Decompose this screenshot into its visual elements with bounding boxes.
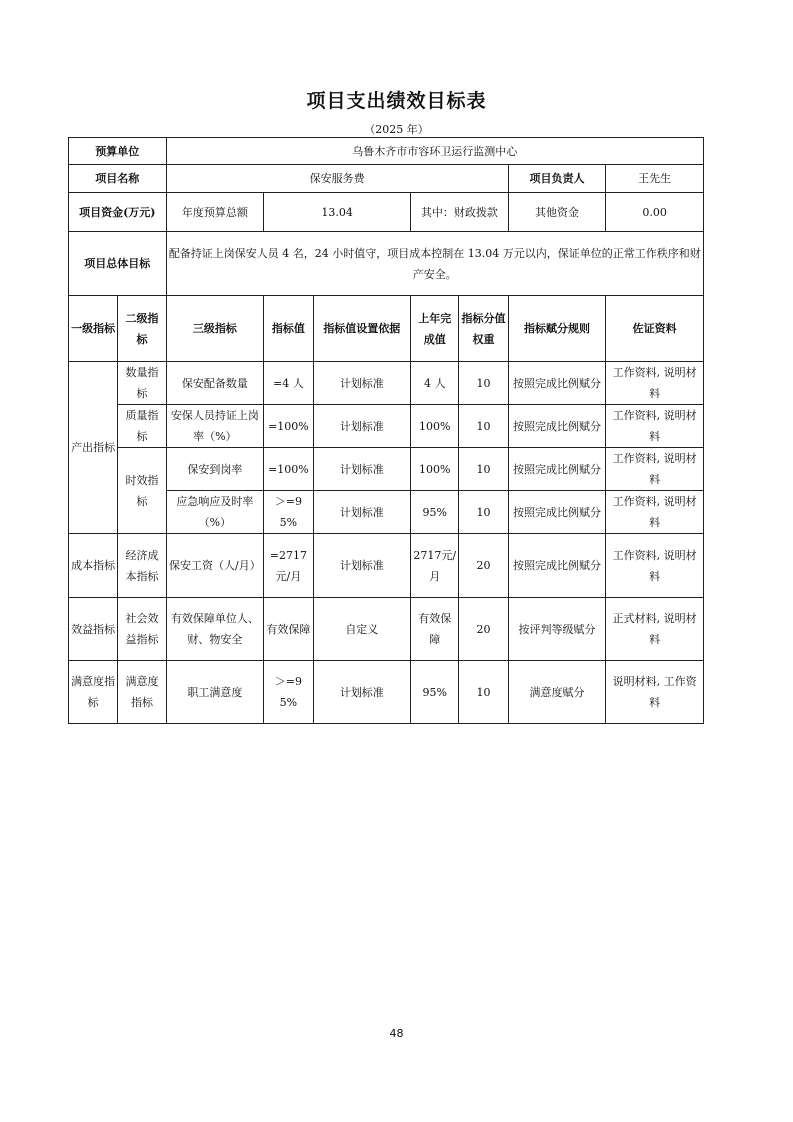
table-row bbox=[69, 448, 704, 491]
cell-value: =4 人 bbox=[264, 362, 313, 405]
table-row bbox=[69, 661, 704, 724]
cell-proof: 说明材料, 工作资料 bbox=[606, 661, 704, 724]
cell-rule: 满意度赋分 bbox=[508, 661, 606, 724]
cell-value: 有效保障 bbox=[264, 598, 313, 661]
group-cost: 成本指标 bbox=[69, 534, 118, 598]
cell-l3: 保安工资（人/月） bbox=[166, 534, 264, 598]
cell-score: 10 bbox=[459, 405, 508, 448]
cell-basis: 自定义 bbox=[313, 598, 411, 661]
cell-basis: 计划标准 bbox=[313, 491, 411, 534]
header-score: 指标分值权重 bbox=[459, 296, 508, 362]
cell-score: 10 bbox=[459, 448, 508, 491]
project-label: 项目名称 bbox=[69, 165, 167, 193]
header-basis: 指标值设置依据 bbox=[313, 296, 411, 362]
cell-basis: 计划标准 bbox=[313, 448, 411, 491]
cell-score: 20 bbox=[459, 534, 508, 598]
cell-proof: 正式材料, 说明材料 bbox=[606, 598, 704, 661]
page-number: 48 bbox=[389, 1027, 404, 1040]
cell-prev: 95% bbox=[411, 491, 459, 534]
table-row bbox=[69, 534, 704, 598]
header-l1: 一级指标 bbox=[69, 296, 118, 362]
cell-rule: 按照完成比例赋分 bbox=[508, 405, 606, 448]
cell-l3: 应急响应及时率（%） bbox=[166, 491, 264, 534]
cell-value: =2717元/月 bbox=[264, 534, 313, 598]
funds-label: 项目资金(万元) bbox=[69, 193, 167, 232]
cell-prev: 100% bbox=[411, 448, 459, 491]
cell-prev: 100% bbox=[411, 405, 459, 448]
table-row bbox=[69, 405, 704, 448]
goal-label: 项目总体目标 bbox=[69, 232, 167, 296]
cell-l3: 保安到岗率 bbox=[166, 448, 264, 491]
cell-value: ＞=95% bbox=[264, 661, 313, 724]
project-value: 保安服务费 bbox=[166, 165, 508, 193]
group-output: 产出指标 bbox=[69, 362, 118, 534]
cell-value: ＞=95% bbox=[264, 491, 313, 534]
cell-proof: 工作资料, 说明材料 bbox=[606, 491, 704, 534]
cell-basis: 计划标准 bbox=[313, 405, 411, 448]
other-label: 其他资金 bbox=[508, 193, 606, 232]
cell-value: =100% bbox=[264, 448, 313, 491]
header-value: 指标值 bbox=[264, 296, 313, 362]
cell-prev: 95% bbox=[411, 661, 459, 724]
unit-label: 预算单位 bbox=[69, 138, 167, 165]
cell-rule: 按照完成比例赋分 bbox=[508, 534, 606, 598]
subgroup-time: 时效指标 bbox=[118, 448, 166, 534]
owner-value: 王先生 bbox=[606, 165, 704, 193]
cell-prev: 4 人 bbox=[411, 362, 459, 405]
header-rule: 指标赋分规则 bbox=[508, 296, 606, 362]
year-label: （2025 年） bbox=[364, 123, 429, 136]
cell-l3: 职工满意度 bbox=[166, 661, 264, 724]
cell-rule: 按照完成比例赋分 bbox=[508, 448, 606, 491]
annual-value: 13.04 bbox=[264, 193, 411, 232]
goal-text: 配备持证上岗保安人员 4 名，24 小时值守，项目成本控制在 13.04 万元以内，保证单位的正常工作秩序和财产安全。 bbox=[166, 232, 703, 296]
annual-label: 年度预算总额 bbox=[166, 193, 264, 232]
unit-row bbox=[69, 138, 704, 165]
subgroup-satisfaction: 满意度指标 bbox=[118, 661, 166, 724]
cell-basis: 计划标准 bbox=[313, 362, 411, 405]
unit-value: 乌鲁木齐市市容环卫运行监测中心 bbox=[166, 138, 703, 165]
cell-proof: 工作资料, 说明材料 bbox=[606, 362, 704, 405]
cell-score: 20 bbox=[459, 598, 508, 661]
goal-row bbox=[69, 232, 704, 296]
cell-prev: 2717元/月 bbox=[411, 534, 459, 598]
cell-proof: 工作资料, 说明材料 bbox=[606, 405, 704, 448]
cell-rule: 按评判等级赋分 bbox=[508, 598, 606, 661]
header-l2: 二级指标 bbox=[118, 296, 166, 362]
table-row bbox=[69, 362, 704, 405]
cell-l3: 安保人员持证上岗率（%） bbox=[166, 405, 264, 448]
cell-proof: 工作资料, 说明材料 bbox=[606, 534, 704, 598]
funds-row bbox=[69, 193, 704, 232]
table-row bbox=[69, 598, 704, 661]
performance-table bbox=[68, 137, 704, 724]
project-row bbox=[69, 165, 704, 193]
cell-l3: 保安配备数量 bbox=[166, 362, 264, 405]
header-row bbox=[69, 296, 704, 362]
owner-label: 项目负责人 bbox=[508, 165, 606, 193]
page-title: 项目支出绩效目标表 bbox=[306, 90, 487, 112]
cell-basis: 计划标准 bbox=[313, 661, 411, 724]
cell-score: 10 bbox=[459, 661, 508, 724]
cell-score: 10 bbox=[459, 362, 508, 405]
subgroup-quality: 质量指标 bbox=[118, 405, 166, 448]
subgroup-quantity: 数量指标 bbox=[118, 362, 166, 405]
cell-basis: 计划标准 bbox=[313, 534, 411, 598]
group-satisfaction: 满意度指标 bbox=[69, 661, 118, 724]
header-prev: 上年完成值 bbox=[411, 296, 459, 362]
cell-value: =100% bbox=[264, 405, 313, 448]
cell-rule: 按照完成比例赋分 bbox=[508, 362, 606, 405]
cell-score: 10 bbox=[459, 491, 508, 534]
cell-rule: 按照完成比例赋分 bbox=[508, 491, 606, 534]
header-l3: 三级指标 bbox=[166, 296, 264, 362]
fiscal-label: 其中：财政拨款 bbox=[411, 193, 509, 232]
header-proof: 佐证资料 bbox=[606, 296, 704, 362]
subgroup-economic: 经济成本指标 bbox=[118, 534, 166, 598]
group-benefit: 效益指标 bbox=[69, 598, 118, 661]
cell-l3: 有效保障单位人、财、物安全 bbox=[166, 598, 264, 661]
cell-proof: 工作资料, 说明材料 bbox=[606, 448, 704, 491]
subgroup-social: 社会效益指标 bbox=[118, 598, 166, 661]
other-value: 0.00 bbox=[606, 193, 704, 232]
cell-prev: 有效保障 bbox=[411, 598, 459, 661]
